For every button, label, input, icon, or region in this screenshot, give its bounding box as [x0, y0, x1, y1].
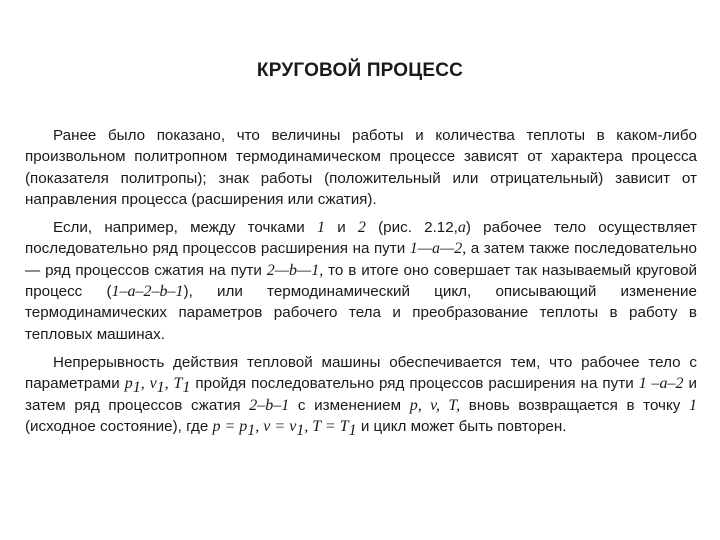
italic-text: v [149, 375, 157, 393]
text-run: а затем также последовательно — ряд процессов сжатия на пути [25, 240, 697, 279]
italic-text: T [173, 375, 183, 393]
italic-text: p, v, T, [409, 396, 461, 414]
italic-text: 2—b—1, [266, 261, 324, 279]
italic-text: 1 [689, 396, 698, 414]
italic-text: 2 [357, 219, 366, 237]
text-run: то в итоге оно совершает так называемый круговой процесс ( [25, 261, 698, 301]
text-run: вновь возвращается в точку [460, 396, 690, 414]
text-run: Непрерывность действия тепловой машины обеспечивается тем, что рабочее тело с параметрами [25, 353, 697, 393]
subscript: 1 [156, 379, 165, 397]
paragraph [25, 217, 697, 345]
subscript: 1 [132, 379, 141, 397]
text-run: и цикл может быть повторен. [356, 417, 567, 435]
italic-text: a [457, 219, 466, 237]
italic-text: 1 –a–2 [638, 375, 684, 393]
subscript: 1 [348, 421, 357, 439]
subscript: 1 [247, 421, 256, 439]
text-run: с изменением [289, 396, 410, 414]
italic-text: 1–a–2–b–1 [111, 283, 184, 301]
text-run: и затем ряд процессов сжатия [25, 375, 698, 414]
text-run: и [325, 219, 358, 237]
italic-text: 2–b–1 [249, 396, 290, 414]
italic-text: 1 [317, 219, 325, 237]
italic-text: , [140, 375, 150, 393]
paragraph [25, 125, 697, 210]
italic-text: 1—a—2, [409, 240, 467, 258]
subscript: 1 [296, 421, 305, 439]
text-run: (рис. 2.12, [365, 219, 458, 237]
text-run: пройдя последовательно ряд процессов расширения на пути [190, 375, 639, 393]
slide-title: КРУГОВОЙ ПРОЦЕСС [256, 60, 464, 81]
text-run: Ранее было показано, что величины работы и количества теплоты в каком-либо произвольном политропном термодинамическом процессе зависят от характера процесса (показателя политропы); знак работы (положительный или отрицательный) зависит от направления процесса (расширения или сжатия). [25, 127, 697, 208]
italic-text: p [124, 375, 133, 393]
italic-text: , [164, 375, 174, 393]
subscript: 1 [182, 379, 191, 397]
slide-body [25, 125, 697, 444]
text-run: ) рабочее тело осуществляет последовательно ряд процессов расширения на пути [25, 219, 697, 258]
text-run: (исходное состояние), где [25, 417, 213, 435]
italic-text: , v = v [255, 417, 297, 435]
paragraph [25, 352, 697, 437]
italic-text: , T = T [304, 417, 349, 435]
italic-text: p = p [212, 417, 248, 435]
text-run: ), или термодинамический цикл, описывающий изменение термодинамических параметров рабочего тела и преобразование теплоты в работу в тепловых машинах. [25, 283, 697, 343]
text-run: Если, например, между точками [53, 219, 317, 237]
